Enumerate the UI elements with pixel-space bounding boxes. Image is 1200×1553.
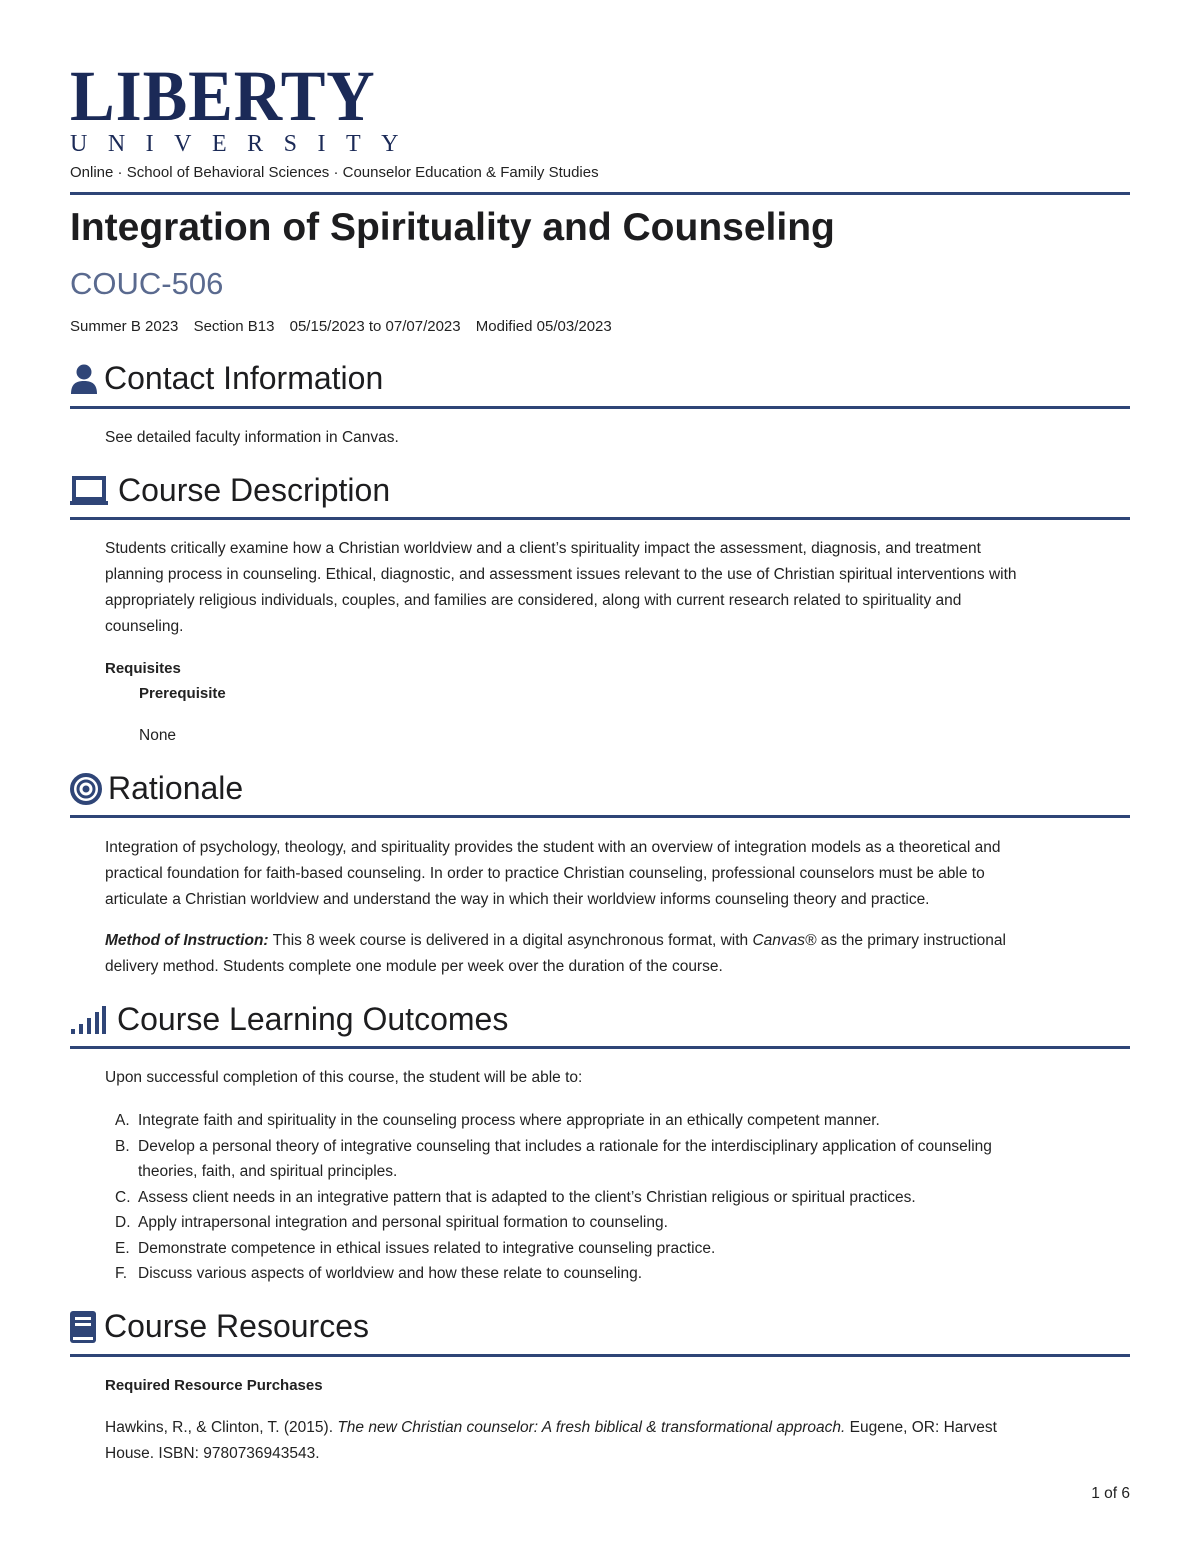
outcomes-divider <box>70 1046 1130 1049</box>
rationale-line: articulate a Christian worldview and understand the way in which their worldview informs counseling theory and practice. <box>105 891 930 908</box>
method-text: This 8 week course is delivered in a digital asynchronous format, with <box>268 932 753 949</box>
rationale-divider <box>70 815 1130 818</box>
outcome-item <box>105 1261 1130 1287</box>
rationale-line: practical foundation for faith-based counseling. In order to practice Christian counseling, professional counselors must be able to <box>105 865 985 882</box>
rationale-line: Integration of psychology, theology, and spirituality provides the student with an overview of integration models as a theoretical and <box>105 839 1001 856</box>
university-logo <box>70 56 419 157</box>
rationale-heading: Rationale <box>108 770 244 806</box>
outcome-item <box>105 1108 1130 1134</box>
description-text <box>105 536 1130 640</box>
rationale-text <box>105 835 1130 913</box>
citation-authors: Hawkins, R., & Clinton, T. (2015). <box>105 1419 338 1436</box>
outcomes-section-heading <box>70 1001 508 1038</box>
logo-subtitle: UNIVERSITY <box>70 131 419 157</box>
required-resources-label: Required Resource Purchases <box>105 1377 323 1394</box>
canvas-name: Canvas® <box>752 932 817 949</box>
resources-section-heading <box>70 1308 369 1345</box>
method-line: delivery method. Students complete one module per week over the duration of the course. <box>105 958 723 975</box>
course-dates: 05/15/2023 to 07/07/2023 <box>289 318 461 335</box>
course-meta <box>70 318 623 335</box>
outcome-text: Demonstrate competence in ethical issues related to integrative counseling practice. <box>138 1239 716 1257</box>
course-section: Section B13 <box>193 318 275 335</box>
book-icon <box>70 1311 96 1343</box>
description-line: counseling. <box>105 618 184 635</box>
prerequisite-value: None <box>139 727 177 744</box>
citation-line: House. ISBN: 9780736943543. <box>105 1445 320 1462</box>
outcome-letter: E. <box>115 1239 130 1257</box>
outcome-letter: B. <box>115 1137 130 1155</box>
course-title: Integration of Spirituality and Counseling <box>70 206 835 249</box>
requisites-label: Requisites <box>105 660 181 677</box>
description-heading: Course Description <box>118 472 391 508</box>
description-line: Students critically examine how a Christian worldview and a client’s spirituality impact the assessment, diagnosis, and treatment <box>105 540 981 557</box>
method-label: Method of Instruction: <box>105 932 269 949</box>
outcomes-list <box>105 1108 1130 1287</box>
contact-section-heading <box>70 360 383 397</box>
citation-publisher: Eugene, OR: Harvest <box>845 1419 997 1436</box>
target-icon <box>70 773 102 805</box>
outcomes-heading: Course Learning Outcomes <box>117 1001 509 1037</box>
person-icon <box>70 363 98 395</box>
rationale-section-heading <box>70 770 243 807</box>
description-line: planning process in counseling. Ethical, diagnostic, and assessment issues relevant to the use of Christian spiritual interventions with <box>105 566 1017 583</box>
resources-heading: Course Resources <box>104 1308 369 1344</box>
outcome-text: Discuss various aspects of worldview and how these relate to counseling. <box>138 1265 643 1282</box>
bar-chart-icon <box>70 1004 107 1036</box>
citation-title: The new Christian counselor: A fresh biblical & transformational approach. <box>337 1419 846 1436</box>
description-line: appropriately religious individuals, couples, and families are considered, along with current research related to spirituality and <box>105 592 962 609</box>
outcome-item <box>105 1185 1130 1211</box>
header-divider <box>70 192 1130 195</box>
course-modified: Modified 05/03/2023 <box>475 318 612 335</box>
contact-heading: Contact Information <box>104 360 384 396</box>
laptop-icon <box>70 475 108 507</box>
resource-citation <box>105 1415 1130 1467</box>
outcome-text: Integrate faith and spirituality in the counseling process where appropriate in an ethically competent manner. <box>138 1112 880 1129</box>
course-term: Summer B 2023 <box>70 318 179 335</box>
description-section-heading <box>70 472 390 509</box>
outcome-item <box>105 1134 1130 1185</box>
page-number: 1 of 6 <box>1091 1485 1130 1502</box>
outcome-item <box>105 1210 1130 1236</box>
outcome-text: theories, faith, and spiritual principles. <box>138 1163 398 1180</box>
contact-divider <box>70 406 1130 409</box>
outcome-letter: A. <box>115 1112 130 1129</box>
contact-text: See detailed faculty information in Canvas. <box>105 429 399 446</box>
outcome-text: Apply intrapersonal integration and personal spiritual formation to counseling. <box>138 1214 668 1231</box>
outcome-letter: D. <box>115 1214 131 1231</box>
breadcrumb: Online · School of Behavioral Sciences · Counselor Education & Family Studies <box>70 164 599 181</box>
outcome-item <box>105 1236 1130 1262</box>
method-text: as the primary instructional <box>816 932 1006 949</box>
method-of-instruction <box>105 928 1130 980</box>
prerequisite-label: Prerequisite <box>139 685 226 702</box>
outcomes-intro: Upon successful completion of this course, the student will be able to: <box>105 1069 583 1086</box>
logo-wordmark: LIBERTY <box>70 56 376 136</box>
outcome-letter: F. <box>115 1265 128 1282</box>
outcome-text: Assess client needs in an integrative pattern that is adapted to the client’s Christian religious or spiritual practices. <box>138 1188 916 1206</box>
description-divider <box>70 517 1130 520</box>
resources-divider <box>70 1354 1130 1357</box>
course-code: COUC-506 <box>70 266 224 301</box>
outcome-text: Develop a personal theory of integrative counseling that includes a rationale for the interdisciplinary application of counseling <box>138 1137 992 1155</box>
outcome-letter: C. <box>115 1188 131 1206</box>
